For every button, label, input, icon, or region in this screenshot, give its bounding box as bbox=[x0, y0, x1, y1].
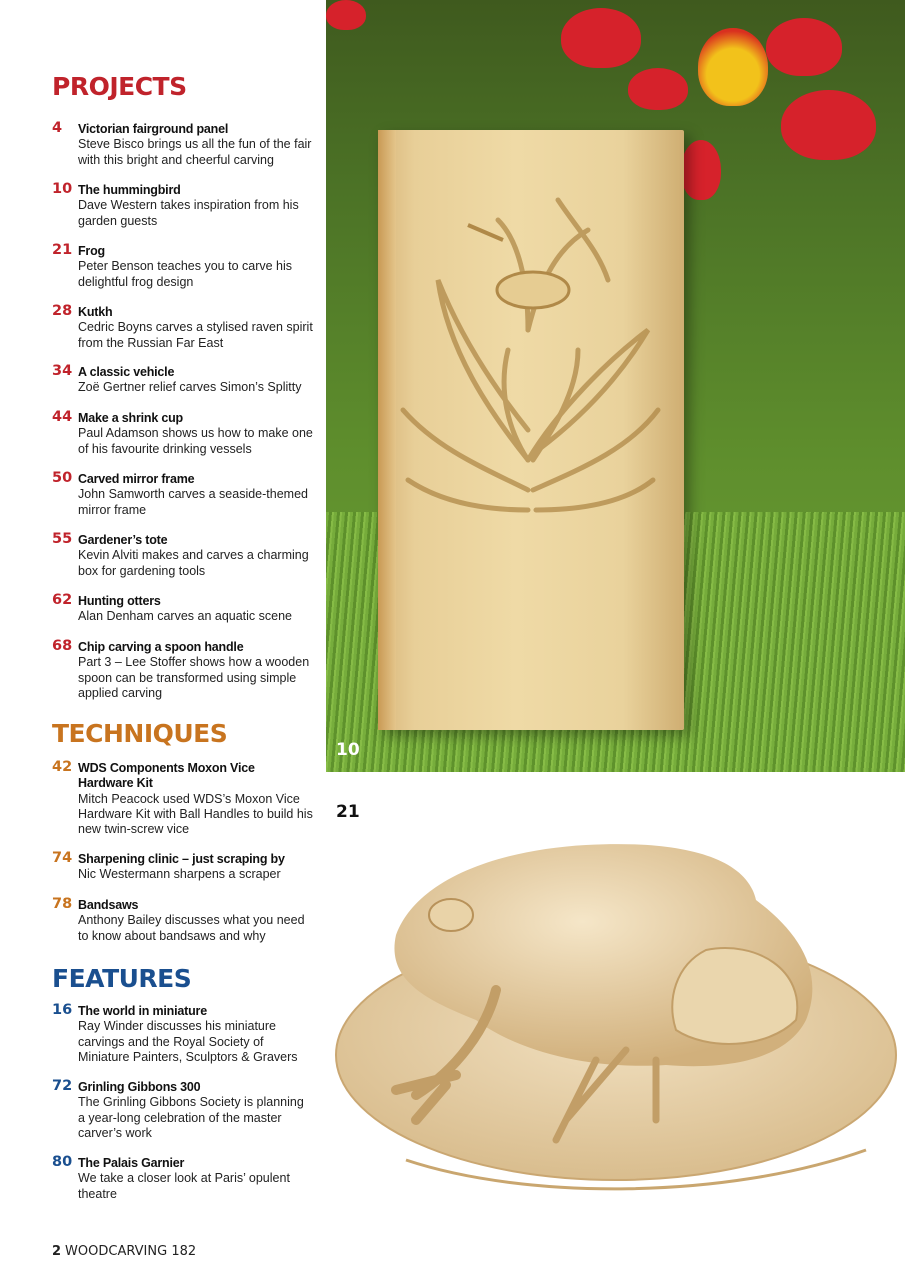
image-page-label: 10 bbox=[336, 740, 360, 760]
panel-edge bbox=[378, 130, 396, 730]
entry-description: Steve Bisco brings us all the fun of the fair with this bright and cheerful carving bbox=[78, 137, 312, 167]
entry-title: Chip carving a spoon handle bbox=[78, 640, 244, 654]
page-number: 21 bbox=[52, 242, 73, 258]
entry-description: Peter Benson teaches you to carve his delightful frog design bbox=[78, 259, 293, 289]
page-number: 10 bbox=[52, 181, 73, 197]
page-number: 74 bbox=[52, 850, 73, 866]
projects-heading: PROJECTS bbox=[52, 72, 187, 101]
toc-entry[interactable] bbox=[52, 122, 314, 168]
page-number: 72 bbox=[52, 1078, 73, 1094]
entry-description: We take a closer look at Paris’ opulent theatre bbox=[78, 1171, 290, 1201]
tulip bbox=[326, 0, 366, 30]
entry-description: The Grinling Gibbons Society is planning a year-long celebration of the master carver’s work bbox=[78, 1095, 304, 1140]
entry-description: Zoë Gertner relief carves Simon’s Splitty bbox=[78, 380, 302, 395]
entry-title: Bandsaws bbox=[78, 898, 139, 912]
entry-description: Cedric Boyns carves a stylised raven spirit from the Russian Far East bbox=[78, 320, 313, 350]
magazine-title: WOODCARVING 182 bbox=[65, 1244, 197, 1259]
toc-entry[interactable] bbox=[52, 1004, 314, 1065]
entry-title: Kutkh bbox=[78, 305, 113, 319]
toc-entry[interactable] bbox=[52, 640, 314, 701]
entry-description: Nic Westermann sharpens a scraper bbox=[78, 867, 281, 882]
entry-title: WDS Components Moxon Vice Hardware Kit bbox=[78, 761, 255, 791]
page-number: 50 bbox=[52, 470, 73, 486]
toc-entry[interactable] bbox=[52, 1156, 314, 1202]
toc-entry[interactable] bbox=[52, 533, 314, 579]
footer-page-number: 2 bbox=[52, 1244, 62, 1259]
toc-entry[interactable] bbox=[52, 1080, 314, 1141]
image-page-label: 21 bbox=[336, 802, 360, 822]
tulip bbox=[628, 68, 688, 110]
entry-description: Kevin Alviti makes and carves a charming box for gardening tools bbox=[78, 548, 309, 578]
toc-entry[interactable] bbox=[52, 183, 314, 229]
entry-title: Sharpening clinic – just scraping by bbox=[78, 852, 285, 866]
entry-title: Grinling Gibbons 300 bbox=[78, 1080, 201, 1094]
page-number: 42 bbox=[52, 759, 73, 775]
page-number: 62 bbox=[52, 592, 73, 608]
hummingbird-relief-icon bbox=[378, 130, 684, 730]
entry-description: Part 3 – Lee Stoffer shows how a wooden spoon can be transformed using simple applied carving bbox=[78, 655, 310, 700]
tulip bbox=[681, 140, 721, 200]
page-number: 28 bbox=[52, 303, 73, 319]
page-number: 44 bbox=[52, 409, 73, 425]
page-number: 80 bbox=[52, 1154, 73, 1170]
tulip bbox=[561, 8, 641, 68]
entry-title: Victorian fairground panel bbox=[78, 122, 229, 136]
entry-title: Gardener’s tote bbox=[78, 533, 168, 547]
page-number: 55 bbox=[52, 531, 73, 547]
toc-entry[interactable] bbox=[52, 305, 314, 351]
entry-description: Dave Western takes inspiration from his garden guests bbox=[78, 198, 299, 228]
entry-description: Ray Winder discusses his miniature carvings and the Royal Society of Miniature Painters, Sculptors & Gravers bbox=[78, 1019, 298, 1064]
page-number: 34 bbox=[52, 363, 73, 379]
toc-entry[interactable] bbox=[52, 852, 314, 883]
page-number: 4 bbox=[52, 120, 63, 136]
page-number: 68 bbox=[52, 638, 73, 654]
entry-title: A classic vehicle bbox=[78, 365, 175, 379]
toc-entry[interactable] bbox=[52, 594, 314, 625]
toc-entry[interactable] bbox=[52, 365, 314, 396]
entry-title: Make a shrink cup bbox=[78, 411, 183, 425]
frog-carving-photo bbox=[326, 790, 905, 1210]
carved-panel bbox=[378, 130, 684, 730]
page-number: 78 bbox=[52, 896, 73, 912]
entry-title: The Palais Garnier bbox=[78, 1156, 185, 1170]
toc-entry[interactable] bbox=[52, 761, 314, 837]
hummingbird-panel-photo bbox=[326, 0, 905, 772]
entry-title: Hunting otters bbox=[78, 594, 161, 608]
entry-title: Frog bbox=[78, 244, 105, 258]
toc-entry[interactable] bbox=[52, 898, 314, 944]
tulip bbox=[781, 90, 876, 160]
page-number: 16 bbox=[52, 1002, 73, 1018]
toc-entry[interactable] bbox=[52, 472, 314, 518]
toc-entry[interactable] bbox=[52, 244, 314, 290]
page-footer bbox=[52, 1244, 196, 1259]
tulip bbox=[698, 28, 768, 106]
entry-description: Alan Denham carves an aquatic scene bbox=[78, 609, 293, 624]
entry-title: The world in miniature bbox=[78, 1004, 207, 1018]
entry-title: Carved mirror frame bbox=[78, 472, 195, 486]
entry-description: Mitch Peacock used WDS’s Moxon Vice Hardware Kit with Ball Handles to build his new twin-screw vice bbox=[78, 791, 313, 837]
features-heading: FEATURES bbox=[52, 964, 192, 993]
frog-carving-icon bbox=[326, 820, 905, 1210]
toc-entry[interactable] bbox=[52, 411, 314, 457]
entry-description: Anthony Bailey discusses what you need to know about bandsaws and why bbox=[78, 913, 305, 943]
techniques-heading: TECHNIQUES bbox=[52, 719, 228, 748]
entry-description: Paul Adamson shows us how to make one of his favourite drinking vessels bbox=[78, 426, 313, 456]
tulip bbox=[766, 18, 842, 76]
entry-description: John Samworth carves a seaside-themed mirror frame bbox=[78, 487, 308, 517]
entry-title: The hummingbird bbox=[78, 183, 181, 197]
